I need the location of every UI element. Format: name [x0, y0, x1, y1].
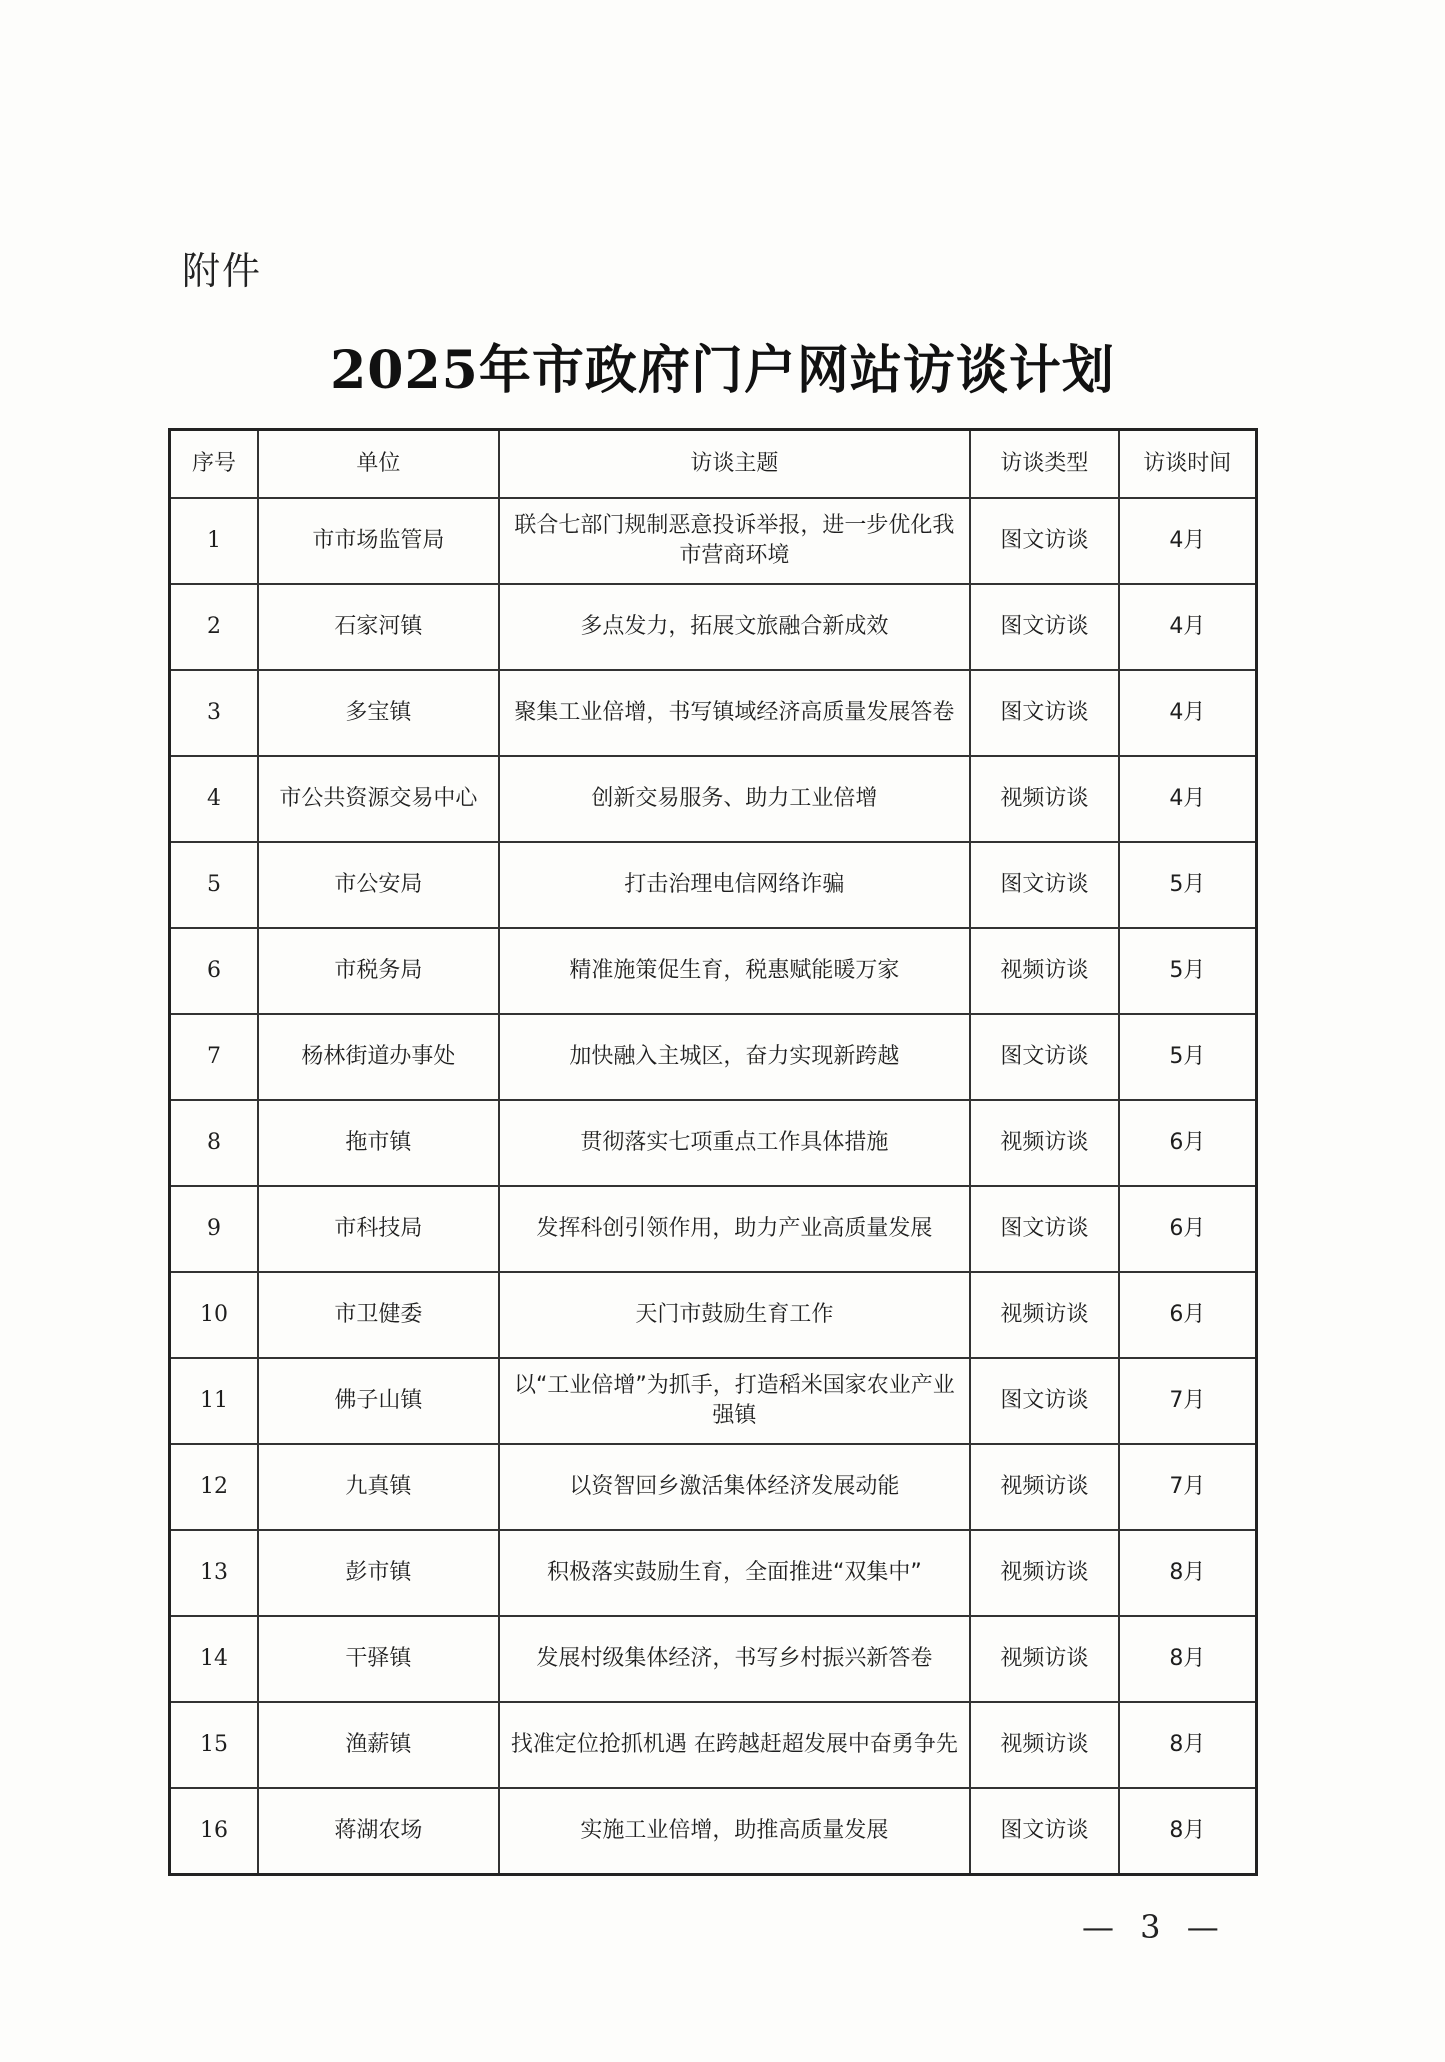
cell-interview-type: 图文访谈: [970, 498, 1118, 584]
cell-interview-time: 7月: [1119, 1444, 1257, 1530]
cell-serial-number: 5: [170, 842, 259, 928]
attachment-label: 附件: [182, 249, 263, 293]
cell-serial-number: 1: [170, 498, 259, 584]
cell-interview-topic: 发展村级集体经济，书写乡村振兴新答卷: [499, 1616, 971, 1702]
cell-interview-time: 8月: [1119, 1788, 1257, 1875]
table-row: [170, 1186, 1257, 1272]
cell-serial-number: 2: [170, 584, 259, 670]
cell-unit: 石家河镇: [258, 584, 499, 670]
table-header-row: [170, 430, 1257, 499]
cell-interview-time: 8月: [1119, 1616, 1257, 1702]
cell-interview-time: 5月: [1119, 928, 1257, 1014]
cell-interview-time: 8月: [1119, 1530, 1257, 1616]
cell-unit: 市科技局: [258, 1186, 499, 1272]
cell-interview-type: 视频访谈: [970, 1272, 1118, 1358]
cell-interview-type: 视频访谈: [970, 1702, 1118, 1788]
cell-interview-time: 4月: [1119, 670, 1257, 756]
cell-serial-number: 7: [170, 1014, 259, 1100]
cell-interview-type: 视频访谈: [970, 1444, 1118, 1530]
cell-serial-number: 14: [170, 1616, 259, 1702]
cell-interview-topic: 实施工业倍增，助推高质量发展: [499, 1788, 971, 1875]
cell-interview-topic: 聚集工业倍增，书写镇域经济高质量发展答卷: [499, 670, 971, 756]
cell-interview-topic: 发挥科创引领作用，助力产业高质量发展: [499, 1186, 971, 1272]
interview-plan-table: [168, 428, 1258, 1876]
cell-unit: 市公安局: [258, 842, 499, 928]
cell-interview-type: 视频访谈: [970, 1616, 1118, 1702]
cell-interview-type: 视频访谈: [970, 1530, 1118, 1616]
cell-interview-time: 6月: [1119, 1186, 1257, 1272]
cell-serial-number: 6: [170, 928, 259, 1014]
cell-interview-time: 6月: [1119, 1100, 1257, 1186]
cell-interview-type: 视频访谈: [970, 928, 1118, 1014]
cell-unit: 杨林街道办事处: [258, 1014, 499, 1100]
cell-interview-topic: 多点发力，拓展文旅融合新成效: [499, 584, 971, 670]
cell-interview-type: 图文访谈: [970, 842, 1118, 928]
cell-serial-number: 16: [170, 1788, 259, 1875]
cell-unit: 渔薪镇: [258, 1702, 499, 1788]
cell-interview-type: 视频访谈: [970, 1100, 1118, 1186]
cell-interview-type: 图文访谈: [970, 1788, 1118, 1875]
table-row: [170, 1358, 1257, 1444]
cell-serial-number: 3: [170, 670, 259, 756]
cell-serial-number: 12: [170, 1444, 259, 1530]
cell-interview-type: 图文访谈: [970, 584, 1118, 670]
cell-unit: 蒋湖农场: [258, 1788, 499, 1875]
cell-unit: 市卫健委: [258, 1272, 499, 1358]
document-title: 2025年市政府门户网站访谈计划: [330, 340, 1115, 401]
header-interview-topic: 访谈主题: [499, 430, 971, 499]
table-row: [170, 842, 1257, 928]
table-row: [170, 498, 1257, 584]
table-row: [170, 584, 1257, 670]
cell-unit: 拖市镇: [258, 1100, 499, 1186]
cell-unit: 干驿镇: [258, 1616, 499, 1702]
cell-serial-number: 13: [170, 1530, 259, 1616]
table-row: [170, 1702, 1257, 1788]
cell-unit: 彭市镇: [258, 1530, 499, 1616]
table-row: [170, 1788, 1257, 1875]
cell-interview-time: 4月: [1119, 756, 1257, 842]
table-row: [170, 1616, 1257, 1702]
table-row: [170, 1014, 1257, 1100]
cell-interview-time: 4月: [1119, 584, 1257, 670]
cell-interview-topic: 创新交易服务、助力工业倍增: [499, 756, 971, 842]
cell-interview-time: 5月: [1119, 1014, 1257, 1100]
cell-serial-number: 8: [170, 1100, 259, 1186]
cell-interview-type: 图文访谈: [970, 670, 1118, 756]
table-row: [170, 756, 1257, 842]
cell-interview-topic: 积极落实鼓励生育，全面推进“双集中”: [499, 1530, 971, 1616]
page-number: — 3 —: [1082, 1908, 1227, 1946]
cell-interview-topic: 天门市鼓励生育工作: [499, 1272, 971, 1358]
header-unit: 单位: [258, 430, 499, 499]
cell-interview-topic: 以资智回乡激活集体经济发展动能: [499, 1444, 971, 1530]
cell-serial-number: 15: [170, 1702, 259, 1788]
table-row: [170, 1272, 1257, 1358]
table-row: [170, 1100, 1257, 1186]
cell-unit: 市公共资源交易中心: [258, 756, 499, 842]
cell-interview-type: 视频访谈: [970, 756, 1118, 842]
header-interview-type: 访谈类型: [970, 430, 1118, 499]
cell-interview-type: 图文访谈: [970, 1358, 1118, 1444]
header-interview-time: 访谈时间: [1119, 430, 1257, 499]
cell-interview-type: 图文访谈: [970, 1014, 1118, 1100]
cell-interview-time: 5月: [1119, 842, 1257, 928]
cell-interview-type: 图文访谈: [970, 1186, 1118, 1272]
cell-interview-time: 6月: [1119, 1272, 1257, 1358]
table-row: [170, 1530, 1257, 1616]
table-row: [170, 1444, 1257, 1530]
cell-interview-topic: 加快融入主城区，奋力实现新跨越: [499, 1014, 971, 1100]
cell-interview-time: 4月: [1119, 498, 1257, 584]
cell-unit: 市税务局: [258, 928, 499, 1014]
cell-interview-time: 7月: [1119, 1358, 1257, 1444]
cell-interview-topic: 打击治理电信网络诈骗: [499, 842, 971, 928]
header-serial-number: 序号: [170, 430, 259, 499]
cell-serial-number: 4: [170, 756, 259, 842]
table-row: [170, 928, 1257, 1014]
cell-serial-number: 10: [170, 1272, 259, 1358]
cell-unit: 多宝镇: [258, 670, 499, 756]
cell-unit: 市市场监管局: [258, 498, 499, 584]
cell-interview-topic: 精准施策促生育，税惠赋能暖万家: [499, 928, 971, 1014]
cell-interview-topic: 找准定位抢抓机遇 在跨越赶超发展中奋勇争先: [499, 1702, 971, 1788]
cell-interview-topic: 贯彻落实七项重点工作具体措施: [499, 1100, 971, 1186]
cell-unit: 九真镇: [258, 1444, 499, 1530]
table-row: [170, 670, 1257, 756]
cell-interview-topic: 以“工业倍增”为抓手，打造稻米国家农业产业强镇: [499, 1358, 971, 1444]
cell-interview-topic: 联合七部门规制恶意投诉举报，进一步优化我市营商环境: [499, 498, 971, 584]
cell-interview-time: 8月: [1119, 1702, 1257, 1788]
cell-serial-number: 9: [170, 1186, 259, 1272]
table-body: [170, 498, 1257, 1875]
cell-unit: 佛子山镇: [258, 1358, 499, 1444]
cell-serial-number: 11: [170, 1358, 259, 1444]
